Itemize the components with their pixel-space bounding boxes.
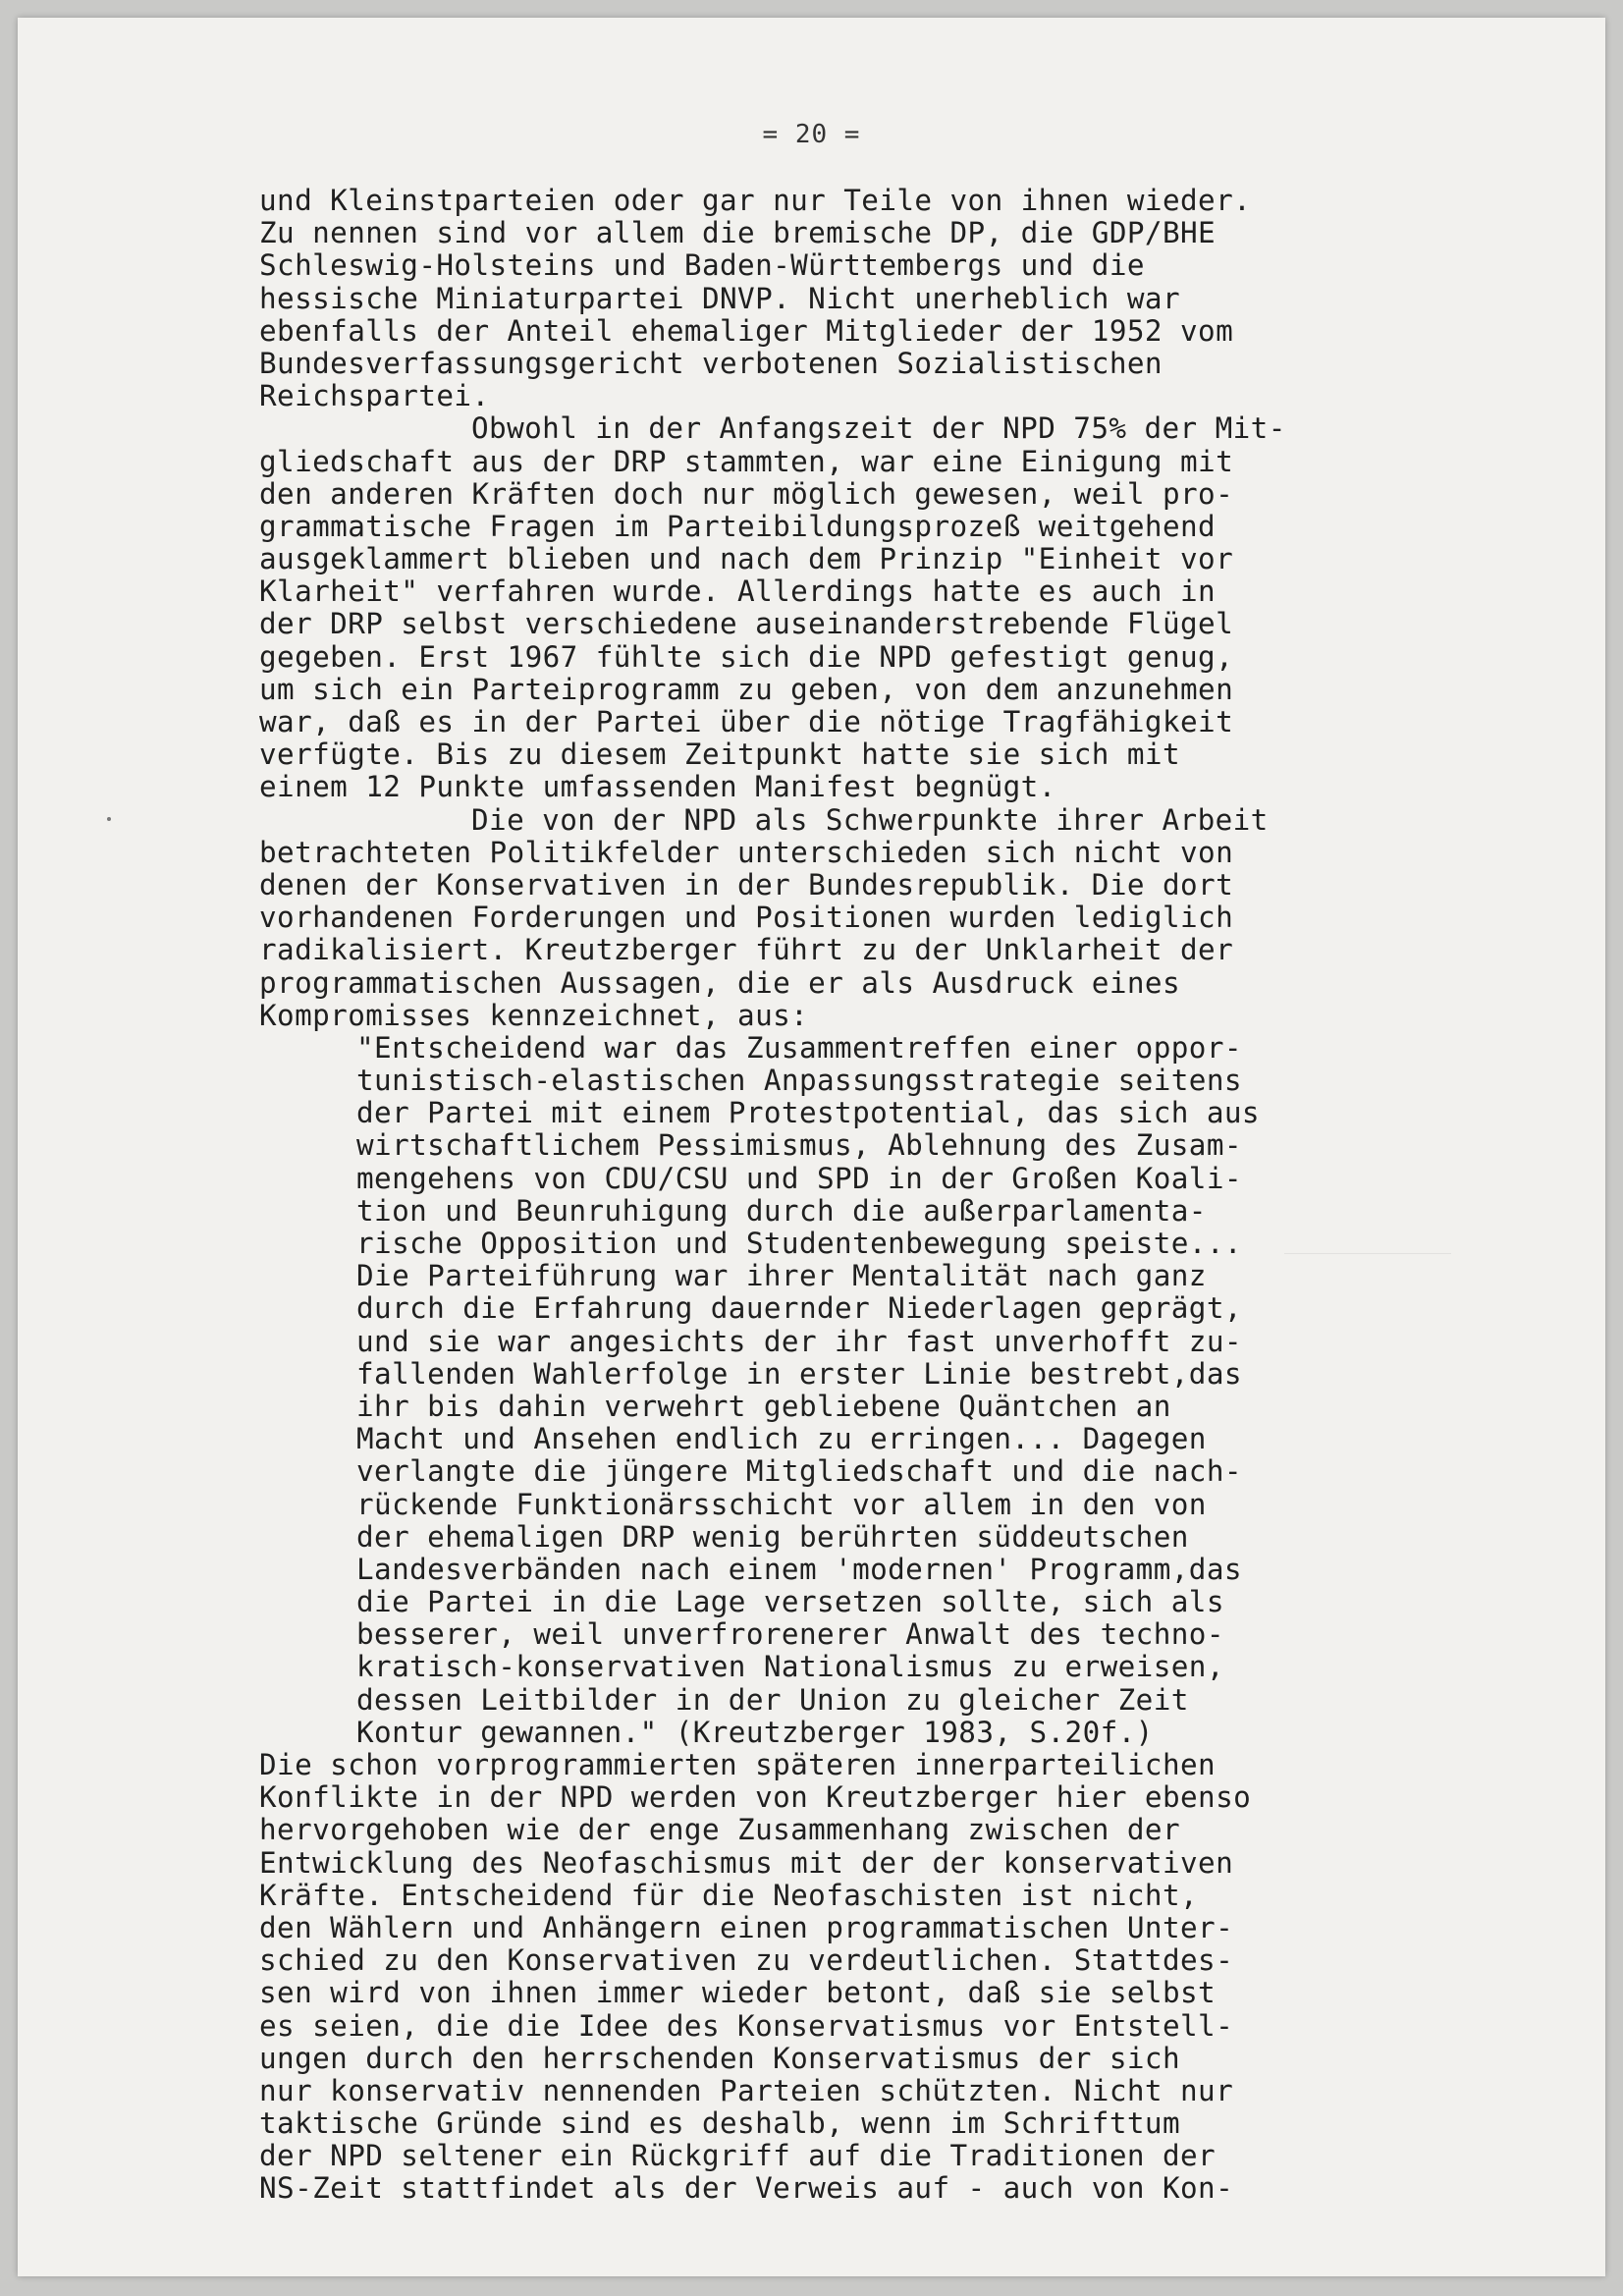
text-line: der Partei mit einem Protestpotential, das sich aus xyxy=(356,1096,1260,1130)
text-line: programmatischen Aussagen, die er als Ausdruck eines xyxy=(259,965,1180,1000)
text-line: ungen durch den herrschenden Konservatismus der sich xyxy=(259,2041,1180,2075)
text-line: Kräfte. Entscheidend für die Neofaschisten ist nicht, xyxy=(259,1878,1199,1912)
text-line: Die von der NPD als Schwerpunkte ihrer Arbeit xyxy=(471,802,1269,837)
text-line: den anderen Kräften doch nur möglich gewesen, weil pro- xyxy=(259,476,1234,511)
text-line: Die Parteiführung war ihrer Mentalität nach ganz xyxy=(356,1259,1207,1293)
text-line: taktische Gründe sind es deshalb, wenn im Schrifttum xyxy=(259,2106,1180,2141)
text-line: Klarheit" verfahren wurde. Allerdings hatte es auch in xyxy=(259,574,1217,609)
text-line: hessische Miniaturpartei DNVP. Nicht unerheblich war xyxy=(259,281,1180,315)
text-line: tion und Beunruhigung durch die außerparlamenta- xyxy=(356,1193,1207,1228)
text-line: dessen Leitbilder in der Union zu gleicher Zeit xyxy=(356,1682,1189,1717)
text-line: mengehens von CDU/CSU und SPD in der Großen Koali- xyxy=(356,1161,1242,1195)
paragraph-5 xyxy=(259,1749,1408,2206)
text-line: Bundesverfassungsgericht verbotenen Sozialistischen xyxy=(259,346,1163,380)
text-line: den Wählern und Anhängern einen programmatischen Unter- xyxy=(259,1910,1234,1944)
text-line: fallenden Wahlerfolge in erster Linie bestrebt,das xyxy=(356,1356,1242,1391)
text-line: gliedschaft aus der DRP stammten, war eine Einigung mit xyxy=(259,444,1234,478)
text-line: rückende Funktionärsschicht vor allem in den von xyxy=(356,1487,1207,1521)
paragraph-3 xyxy=(259,804,1408,1032)
text-line: Konflikte in der NPD werden von Kreutzberger hier ebenso xyxy=(259,1780,1252,1815)
body-text xyxy=(259,185,1408,2206)
text-line: war, daß es in der Partei über die nötige Tragfähigkeit xyxy=(259,705,1234,738)
text-line: tunistisch-elastischen Anpassungsstrategie seitens xyxy=(356,1064,1242,1098)
text-line: und Kleinstparteien oder gar nur Teile von ihnen wieder. xyxy=(259,184,1252,217)
page-number: = 20 = xyxy=(762,120,861,149)
text-line: Kontur gewannen." (Kreutzberger 1983, S.20f.) xyxy=(356,1715,1154,1749)
text-line: nur konservativ nennenden Parteien schützten. Nicht nur xyxy=(259,2073,1234,2107)
text-line: die Partei in die Lage versetzen sollte, sich als xyxy=(356,1585,1224,1619)
text-line: kratisch-konservativen Nationalismus zu erweisen, xyxy=(356,1650,1224,1684)
text-line: betrachteten Politikfelder unterschieden sich nicht von xyxy=(259,835,1234,869)
text-line: Reichspartei. xyxy=(259,379,490,413)
text-line: NS-Zeit stattfindet als der Verweis auf - auch von Kon- xyxy=(259,2171,1234,2206)
text-line: Landesverbänden nach einem 'modernen' Programm,das xyxy=(356,1552,1242,1586)
paragraph-1 xyxy=(259,185,1408,412)
text-line: verfügte. Bis zu diesem Zeitpunkt hatte sie sich mit xyxy=(259,738,1180,772)
paragraph-4 xyxy=(259,1032,1408,1749)
text-line: Entwicklung des Neofaschismus mit der der konservativen xyxy=(259,1845,1234,1880)
margin-mark xyxy=(107,817,111,821)
text-line: einem 12 Punkte umfassenden Manifest begnügt. xyxy=(259,770,1056,804)
text-line: Schleswig-Holsteins und Baden-Württembergs und die xyxy=(259,248,1145,283)
text-line: der DRP selbst verschiedene auseinanderstrebende Flügel xyxy=(259,607,1234,641)
document-page xyxy=(18,18,1605,2276)
text-line: Die schon vorprogrammierten späteren innerparteilichen xyxy=(259,1748,1217,1781)
text-line: sen wird von ihnen immer wieder betont, daß sie selbst xyxy=(259,1976,1217,2010)
text-line: besserer, weil unverfrorenerer Anwalt des techno- xyxy=(356,1617,1224,1652)
text-line: verlangte die jüngere Mitgliedschaft und die nach- xyxy=(356,1454,1242,1489)
text-line: der NPD seltener ein Rückgriff auf die Traditionen der xyxy=(259,2139,1217,2173)
text-line: der ehemaligen DRP wenig berührten süddeutschen xyxy=(356,1519,1189,1554)
text-line: ihr bis dahin verwehrt gebliebene Quäntchen an xyxy=(356,1389,1171,1423)
text-line: und sie war angesichts der ihr fast unverhofft zu- xyxy=(356,1324,1242,1358)
text-line: Zu nennen sind vor allem die bremische DP, die GDP/BHE xyxy=(259,216,1217,250)
text-line: durch die Erfahrung dauernder Niederlagen geprägt, xyxy=(356,1291,1242,1326)
text-line: schied zu den Konservativen zu verdeutlichen. Stattdes- xyxy=(259,1943,1234,1978)
text-line: "Entscheidend war das Zusammentreffen einer oppor- xyxy=(356,1030,1242,1065)
text-line: vorhandenen Forderungen und Positionen wurden lediglich xyxy=(259,901,1234,935)
paragraph-2 xyxy=(259,412,1408,803)
text-line: Obwohl in der Anfangszeit der NPD 75% der Mit- xyxy=(471,411,1286,446)
text-line: es seien, die die Idee des Konservatismus vor Entstell- xyxy=(259,2008,1234,2043)
text-line: gegeben. Erst 1967 fühlte sich die NPD gefestigt genug, xyxy=(259,639,1234,674)
text-line: Kompromisses kennzeichnet, aus: xyxy=(259,998,809,1032)
text-line: radikalisiert. Kreutzberger führt zu der Unklarheit der xyxy=(259,933,1234,967)
text-line: hervorgehoben wie der enge Zusammenhang zwischen der xyxy=(259,1813,1180,1847)
text-line: rische Opposition und Studentenbewegung speiste... xyxy=(356,1227,1242,1260)
text-line: denen der Konservativen in der Bundesrepublik. Die dort xyxy=(259,867,1234,902)
text-line: ebenfalls der Anteil ehemaliger Mitglieder der 1952 vom xyxy=(259,313,1234,348)
text-line: grammatische Fragen im Parteibildungsprozeß weitgehend xyxy=(259,509,1217,543)
text-line: Macht und Ansehen endlich zu erringen... Dagegen xyxy=(356,1422,1207,1456)
text-line: um sich ein Parteiprogramm zu geben, von dem anzunehmen xyxy=(259,672,1234,706)
text-line: ausgeklammert blieben und nach dem Prinzip "Einheit vor xyxy=(259,542,1234,576)
text-line: wirtschaftlichem Pessimismus, Ablehnung des Zusam- xyxy=(356,1128,1242,1163)
